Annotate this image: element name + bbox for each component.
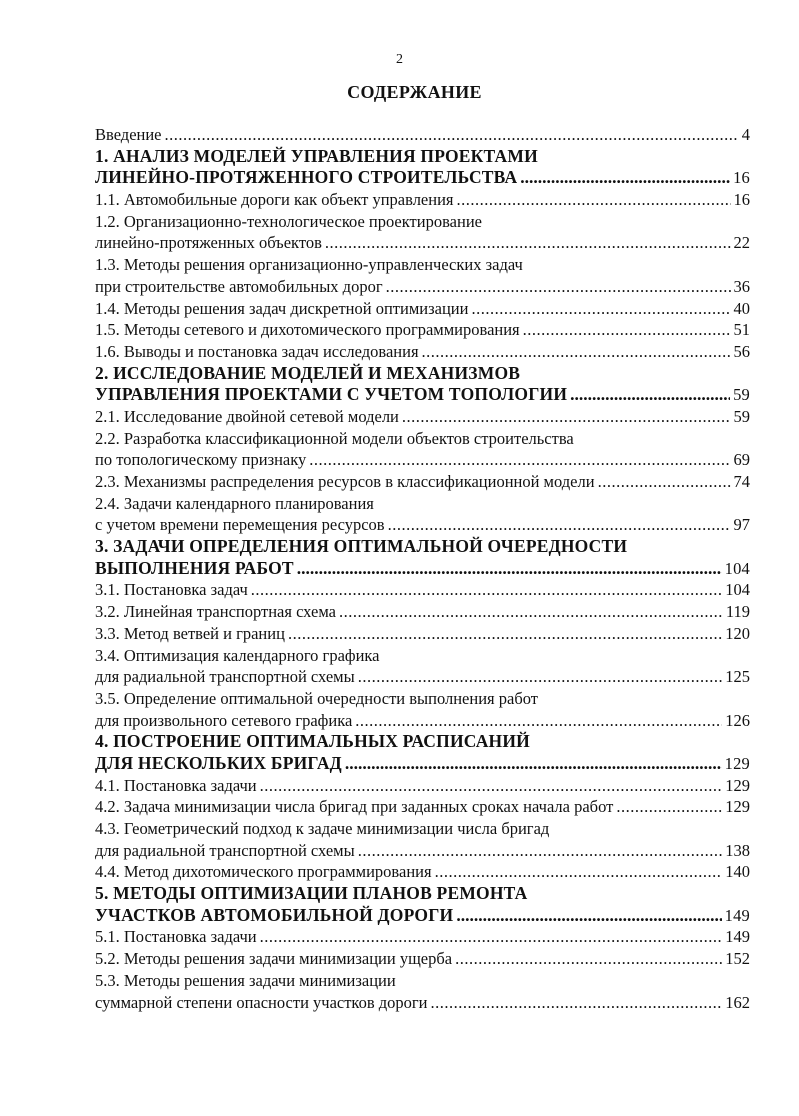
toc-page-number: 40 (733, 298, 750, 318)
toc-chapter-line (95, 731, 750, 753)
table-of-contents (95, 124, 750, 1013)
dot-leader (165, 124, 739, 146)
toc-entry-line (95, 232, 750, 254)
toc-entry-title: 1.3. Методы решения организационно-управленческих задач (95, 255, 523, 275)
toc-entry-line (95, 124, 750, 146)
toc-entry-line (95, 276, 750, 298)
toc-page-number: 129 (724, 753, 750, 773)
toc-entry-line (95, 775, 750, 797)
toc-entry-line (95, 840, 750, 862)
toc-page-number: 120 (725, 623, 750, 643)
dot-leader (455, 948, 722, 970)
dot-leader (456, 905, 721, 927)
toc-entry-title: для радиальной транспортной схемы (95, 667, 355, 687)
toc-entry-title: УЧАСТКОВ АВТОМОБИЛЬНОЙ ДОРОГИ (95, 904, 454, 925)
dot-leader (520, 167, 730, 189)
toc-page-number: 119 (725, 602, 750, 622)
toc-entry-line (95, 211, 750, 233)
toc-page-number: 125 (725, 667, 750, 687)
toc-entry-title: 2.2. Разработка классификационной модели объектов строительства (95, 428, 574, 448)
toc-entry-title: 5.3. Методы решения задачи минимизации (95, 970, 396, 990)
toc-chapter-line (95, 146, 750, 168)
toc-entry-title: 3.2. Линейная транспортная схема (95, 602, 336, 622)
toc-entry-line (95, 493, 750, 515)
toc-entry-title: 2. ИССЛЕДОВАНИЕ МОДЕЛЕЙ И МЕХАНИЗМОВ (95, 362, 521, 383)
dot-leader (297, 558, 722, 580)
toc-entry-line (95, 254, 750, 276)
toc-page-number: 16 (733, 168, 750, 188)
dot-leader (523, 319, 731, 341)
toc-page-number: 140 (725, 862, 750, 882)
dot-leader (325, 232, 731, 254)
toc-entry-line (95, 341, 750, 363)
dot-leader (288, 623, 722, 645)
toc-chapter-line (95, 536, 750, 558)
toc-entry-title: Введение (95, 125, 162, 144)
toc-entry-title: 2.1. Исследование двойной сетевой модели (95, 406, 399, 426)
toc-entry-line (95, 796, 750, 818)
toc-entry-line (95, 514, 750, 536)
dot-leader (355, 710, 722, 732)
toc-chapter-line (95, 363, 750, 385)
dot-leader (570, 384, 730, 406)
toc-entry-title: 3.4. Оптимизация календарного графика (95, 645, 380, 665)
toc-page-number: 126 (725, 710, 750, 730)
toc-page-number: 69 (733, 450, 750, 470)
toc-page-number: 97 (733, 515, 750, 535)
toc-entry-line (95, 189, 750, 211)
toc-page-number: 138 (725, 840, 750, 860)
toc-entry-line (95, 645, 750, 667)
page-title: СОДЕРЖАНИЕ (347, 82, 482, 102)
toc-entry-line (95, 406, 750, 428)
dot-leader (251, 579, 722, 601)
toc-entry-title: по топологическому признаку (95, 450, 307, 470)
dot-leader (358, 666, 723, 688)
dot-leader (598, 471, 731, 493)
toc-entry-line (95, 818, 750, 840)
toc-entry-line (95, 428, 750, 450)
toc-entry-title: 3. ЗАДАЧИ ОПРЕДЕЛЕНИЯ ОПТИМАЛЬНОЙ ОЧЕРЕДНОСТИ (95, 536, 628, 557)
toc-entry-title: 5. МЕТОДЫ ОПТИМИЗАЦИИ ПЛАНОВ РЕМОНТА (95, 883, 528, 904)
toc-page-number: 104 (725, 580, 750, 600)
toc-chapter-line (95, 558, 750, 580)
toc-chapter-line (95, 753, 750, 775)
dot-leader (471, 298, 730, 320)
toc-entry-title: ВЫПОЛНЕНИЯ РАБОТ (95, 557, 294, 578)
toc-entry-line (95, 319, 750, 341)
toc-page-number: 59 (733, 385, 750, 405)
toc-page-number: 56 (733, 341, 750, 361)
toc-page-number: 129 (725, 797, 750, 817)
toc-entry-title: 4.2. Задача минимизации числа бригад при заданных сроках начала работ (95, 797, 614, 817)
dot-leader (358, 840, 723, 862)
toc-page-number: 4 (741, 125, 750, 144)
toc-entry-title: линейно-протяженных объектов (95, 233, 322, 253)
dot-leader (457, 189, 731, 211)
toc-entry-line (95, 948, 750, 970)
toc-entry-line (95, 623, 750, 645)
toc-entry-title: для радиальной транспортной схемы (95, 840, 355, 860)
toc-entry-title: 1.2. Организационно-технологическое проектирование (95, 211, 482, 231)
toc-entry-line (95, 666, 750, 688)
toc-page-number: 149 (724, 905, 750, 925)
toc-page-number: 51 (733, 320, 750, 340)
toc-entry-line (95, 992, 750, 1014)
toc-entry-line (95, 471, 750, 493)
page-number: 2 (396, 52, 403, 67)
toc-entry-title: ДЛЯ НЕСКОЛЬКИХ БРИГАД (95, 752, 342, 773)
toc-entry-title: УПРАВЛЕНИЯ ПРОЕКТАМИ С УЧЕТОМ ТОПОЛОГИИ (95, 384, 568, 405)
dot-leader (260, 775, 723, 797)
toc-entry-line (95, 926, 750, 948)
dot-leader (386, 276, 731, 298)
toc-entry-title: для произвольного сетевого графика (95, 710, 353, 730)
toc-page-number: 22 (733, 233, 750, 253)
toc-entry-title: 2.3. Механизмы распределения ресурсов в классификационной модели (95, 472, 595, 491)
toc-entry-title: 4. ПОСТРОЕНИЕ ОПТИМАЛЬНЫХ РАСПИСАНИЙ (95, 731, 530, 752)
toc-chapter-line (95, 167, 750, 189)
toc-entry-title: суммарной степени опасности участков дороги (95, 992, 428, 1012)
dot-leader (616, 796, 722, 818)
toc-entry-title: 1. АНАЛИЗ МОДЕЛЕЙ УПРАВЛЕНИЯ ПРОЕКТАМИ (95, 145, 538, 166)
toc-entry-title: 4.4. Метод дихотомического программирования (95, 862, 432, 882)
toc-entry-title: ЛИНЕЙНО-ПРОТЯЖЕННОГО СТРОИТЕЛЬСТВА (95, 167, 518, 188)
toc-entry-title: 3.1. Постановка задач (95, 580, 248, 600)
dot-leader (435, 861, 723, 883)
toc-entry-title: 4.3. Геометрический подход к задаче минимизации числа бригад (95, 819, 550, 838)
dot-leader (260, 926, 723, 948)
dot-leader (422, 341, 731, 363)
toc-entry-title: 3.5. Определение оптимальной очередности выполнения работ (95, 688, 538, 708)
toc-entry-line (95, 449, 750, 471)
toc-page-number: 74 (733, 472, 750, 491)
toc-entry-title: 1.4. Методы решения задач дискретной оптимизации (95, 298, 469, 318)
dot-leader (339, 601, 723, 623)
toc-entry-line (95, 688, 750, 710)
toc-page-number: 149 (725, 927, 750, 947)
dot-leader (402, 406, 731, 428)
toc-entry-title: 4.1. Постановка задачи (95, 775, 257, 795)
toc-entry-line (95, 710, 750, 732)
toc-entry-line (95, 601, 750, 623)
toc-chapter-line (95, 883, 750, 905)
toc-page-number: 36 (733, 276, 750, 296)
toc-page-number: 162 (725, 992, 750, 1012)
toc-entry-title: 3.3. Метод ветвей и границ (95, 623, 285, 643)
dot-leader (431, 992, 723, 1014)
toc-entry-title: 2.4. Задачи календарного планирования (95, 493, 374, 513)
dot-leader (388, 514, 731, 536)
toc-entry-title: при строительстве автомобильных дорог (95, 276, 383, 296)
toc-entry-title: 1.5. Методы сетевого и дихотомического программирования (95, 320, 520, 340)
toc-entry-line (95, 298, 750, 320)
toc-page-number: 59 (733, 406, 750, 426)
toc-entry-title: с учетом времени перемещения ресурсов (95, 515, 385, 535)
toc-entry-line (95, 861, 750, 883)
toc-page-number: 104 (724, 558, 750, 578)
toc-chapter-line (95, 384, 750, 406)
toc-entry-title: 5.1. Постановка задачи (95, 927, 257, 947)
toc-page-number: 16 (733, 190, 750, 210)
dot-leader (309, 449, 730, 471)
toc-entry-title: 1.1. Автомобильные дороги как объект управления (95, 190, 454, 210)
toc-entry-line (95, 579, 750, 601)
toc-chapter-line (95, 905, 750, 927)
dot-leader (345, 753, 722, 775)
toc-page-number: 129 (725, 775, 750, 795)
toc-entry-title: 5.2. Методы решения задачи минимизации ущерба (95, 949, 453, 969)
toc-entry-title: 1.6. Выводы и постановка задач исследования (95, 341, 419, 361)
toc-page-number: 152 (725, 949, 750, 969)
toc-entry-line (95, 970, 750, 992)
